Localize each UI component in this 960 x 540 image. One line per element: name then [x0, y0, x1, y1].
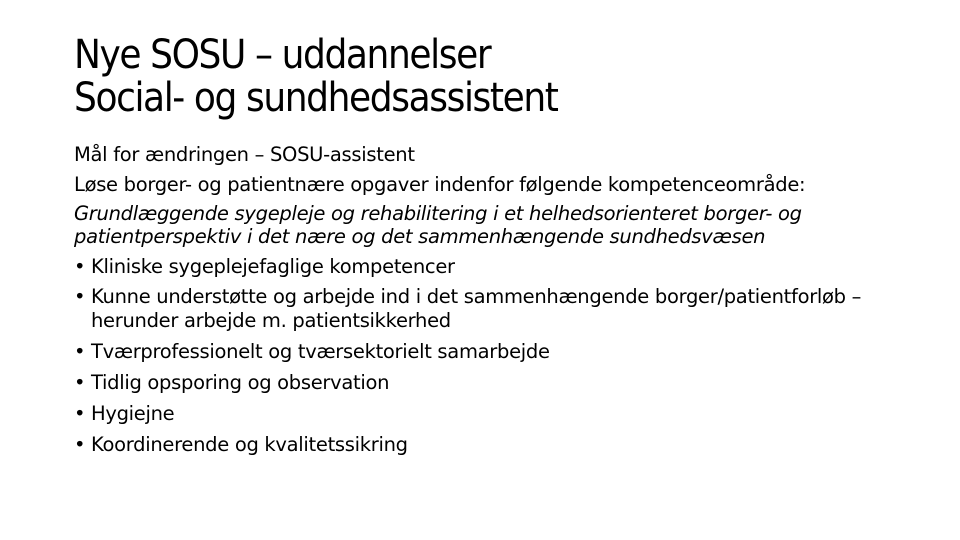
slide-body [74, 143, 894, 463]
list-item [74, 254, 894, 280]
bullet-text: Tværprofessionelt og tværsektorielt samarbejde [91, 340, 550, 363]
bullet-list [74, 254, 894, 458]
bullet-text: Kliniske sygeplejefaglige kompetencer [91, 255, 455, 278]
list-item [74, 401, 894, 427]
bullet-text: Tidlig opsporing og observation [91, 371, 390, 394]
list-item [74, 339, 894, 365]
bullet-icon: • [74, 371, 86, 394]
list-item [74, 370, 894, 396]
content-intro: Løse borger- og patientnære opgaver indenfor følgende kompetenceområde: [74, 173, 806, 196]
bullet-icon: • [74, 433, 86, 456]
content-emphasis: Grundlæggende sygepleje og rehabilitering i et helhedsorienteret borger- og patientperspektiv i det nære og det sammenhængende sundhedsvæsen [74, 202, 802, 248]
list-item [74, 285, 894, 333]
bullet-text: Kunne understøtte og arbejde ind i det sammenhængende borger/patientforløb – herunder arbejde m. patientsikkerhed [91, 285, 862, 332]
content-heading: Mål for ændringen – SOSU-assistent [74, 143, 415, 166]
bullet-text: Koordinerende og kvalitetssikring [91, 433, 408, 456]
bullet-icon: • [74, 402, 86, 425]
bullet-icon: • [74, 340, 86, 363]
slide-title [74, 34, 914, 120]
title-line-1: Nye SOSU – uddannelser [74, 32, 491, 78]
bullet-text: Hygiejne [91, 402, 175, 425]
bullet-icon: • [74, 285, 86, 308]
bullet-icon: • [74, 255, 86, 278]
list-item [74, 432, 894, 458]
title-line-2: Social- og sundhedsassistent [74, 75, 558, 121]
